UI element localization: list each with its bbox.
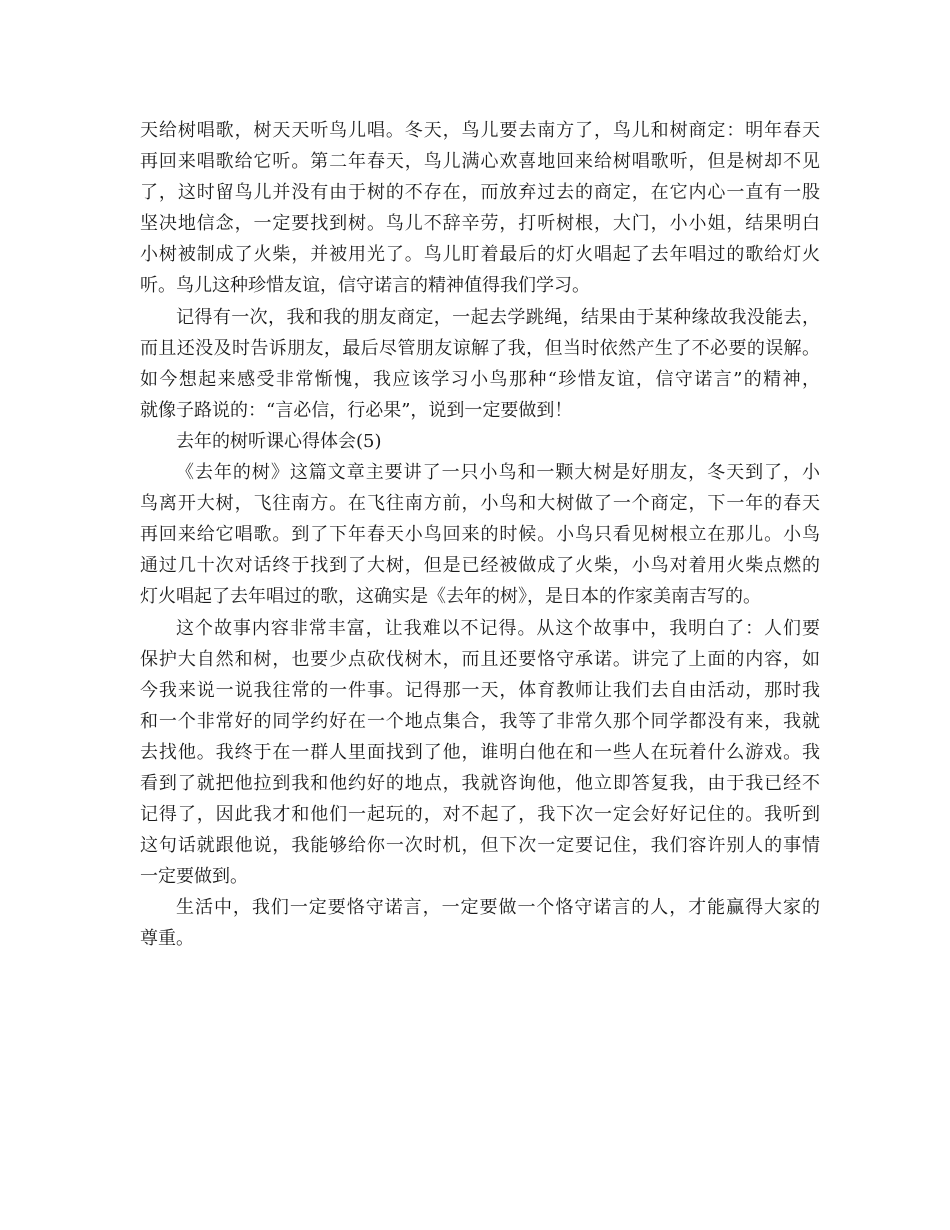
- text-line: 一定要做到。: [140, 866, 248, 888]
- text-line: 这个故事内容非常丰富，让我难以不记得。从这个故事中，我明白了：人们要: [176, 617, 820, 639]
- paragraph: [140, 613, 820, 893]
- text-line: 《去年的树》这篇文章主要讲了一只小鸟和一颗大树是好朋友，冬天到了，小: [176, 462, 820, 484]
- text-line: 生活中，我们一定要恪守诺言，一定要做一个恪守诺言的人，才能赢得大家的: [176, 897, 820, 919]
- text-line: 了，这时留鸟儿并没有由于树的不存在，而放弃过去的商定，在它内心一直有一股: [140, 182, 820, 204]
- text-line: 记得有一次，我和我的朋友商定，一起去学跳绳，结果由于某种缘故我没能去，: [176, 306, 820, 328]
- text-line: 再回来给它唱歌。到了下年春天小鸟回来的时候。小鸟只看见树根立在那儿。小鸟: [140, 524, 820, 546]
- text-line: 这句话就跟他说，我能够给你一次时机，但下次一定要记住，我们容许别人的事情: [140, 835, 820, 857]
- text-line: 天给树唱歌，树天天听鸟儿唱。冬天，鸟儿要去南方了，鸟儿和树商定：明年春天: [140, 120, 820, 141]
- text-line: 就像子路说的：“言必信，行必果”，说到一定要做到！: [140, 399, 573, 421]
- text-line: 保护大自然和树，也要少点砍伐树木，而且还要恪守承诺。讲完了上面的内容，如: [140, 648, 820, 670]
- text-line: 再回来唱歌给它听。第二年春天，鸟儿满心欢喜地回来给树唱歌听，但是树却不见: [140, 151, 820, 173]
- paragraph: [140, 302, 820, 426]
- section-heading: [140, 426, 820, 457]
- text-line: 小树被制成了火柴，并被用光了。鸟儿盯着最后的灯火唱起了去年唱过的歌给灯火: [140, 244, 820, 266]
- text-line: 记得了，因此我才和他们一起玩的，对不起了，我下次一定会好好记住的。我听到: [140, 804, 820, 826]
- text-line: 而且还没及时告诉朋友，最后尽管朋友谅解了我，但当时依然产生了不必要的误解。: [140, 337, 820, 359]
- text-line: 通过几十次对话终于找到了大树，但是已经被做成了火柴，小鸟对着用火柴点燃的: [140, 555, 820, 577]
- paragraph: [140, 115, 820, 302]
- paragraph: [140, 892, 820, 954]
- document-body: [140, 115, 820, 955]
- text-line: 去找他。我终于在一群人里面找到了他，谁明白他在和一些人在玩着什么游戏。我: [140, 741, 820, 763]
- paragraph: [140, 457, 820, 612]
- text-line: 尊重。: [140, 928, 194, 950]
- text-line: 坚决地信念，一定要找到树。鸟儿不辞辛劳，打听树根，大门，小小姐，结果明白: [140, 213, 820, 235]
- text-line: 如今想起来感受非常惭愧，我应该学习小鸟那种“珍惜友谊，信守诺言”的精神，: [140, 368, 820, 390]
- text-line: 鸟离开大树，飞往南方。在飞往南方前，小鸟和大树做了一个商定，下一年的春天: [140, 493, 820, 515]
- text-line: 灯火唱起了去年唱过的歌，这确实是《去年的树》，是日本的作家美南吉写的。: [140, 586, 761, 608]
- heading-text: 去年的树听课心得体会(5): [176, 430, 382, 452]
- text-line: 听。鸟儿这种珍惜友谊，信守诺言的精神值得我们学习。: [140, 275, 590, 297]
- text-line: 今我来说一说我往常的一件事。记得那一天，体育教师让我们去自由活动，那时我: [140, 679, 820, 701]
- text-line: 和一个非常好的同学约好在一个地点集合，我等了非常久那个同学都没有来，我就: [140, 710, 820, 732]
- text-line: 看到了就把他拉到我和他约好的地点，我就咨询他，他立即答复我，由于我已经不: [140, 772, 820, 794]
